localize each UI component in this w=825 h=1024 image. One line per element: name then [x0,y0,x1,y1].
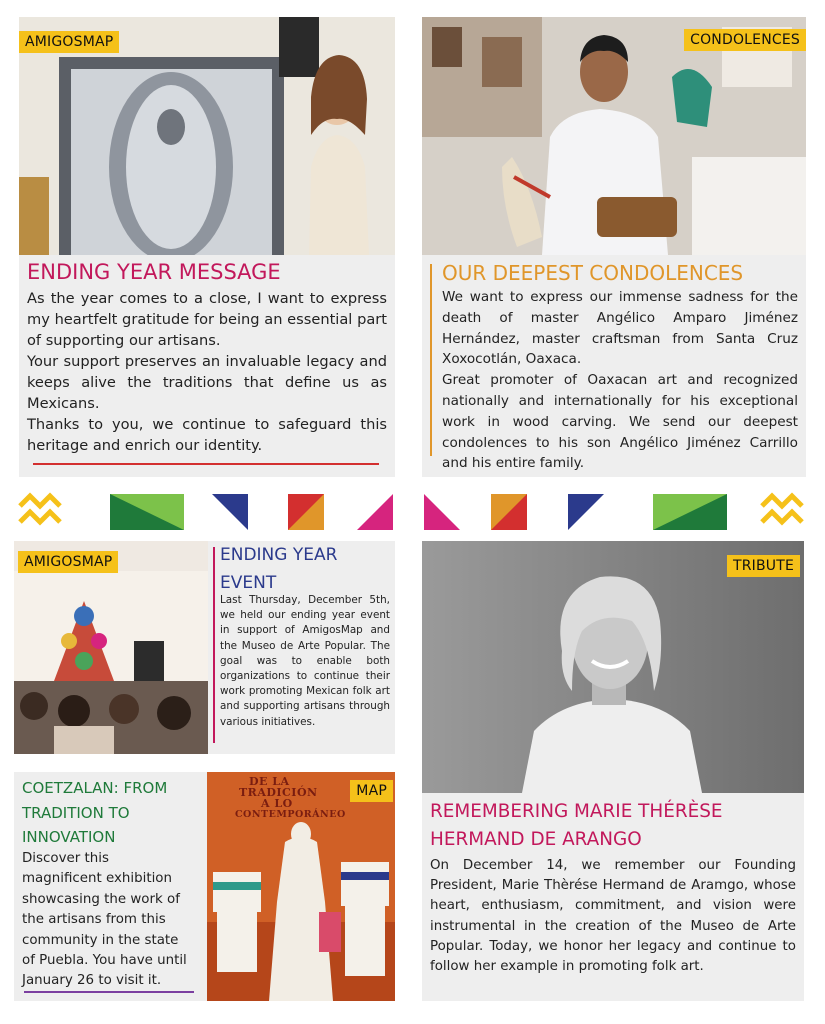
coetzalan-body-line-5: community in the state [22,932,179,948]
coetzalan-title [22,776,167,850]
ending-year-message-photo [19,17,395,255]
coetzalan-body-line-2: magnificent exhibition [22,871,172,887]
tribute-photo [422,541,804,793]
orange-accent-bar [430,264,432,456]
tribute-title-line-2: HERMAND DE ARANGO [430,829,642,850]
ending-year-event-body: Last Thursday, December 5th, we held our ending year event in support of AmigosMap and the Museo de Arte Popular. The goal was to enable both organizations to continue their work promoting Mexican folk art and supporting artisans through various initiatives. [220,594,390,728]
coetzalan-body [22,849,208,992]
condolences-paragraph-2: Great promoter of Oaxacan art and recognized nationally and internationally for his exceptional work in wood carving. We send our deepest condolences to his son Angélico Jiménez Carrillo and his entire family. [442,372,798,472]
condolences-paragraph-1: We want to express our immense sadness for the death of master Angélico Amparo Jiménez Hernández, master craftsman from Santa Cruz Xoxocotlán, Oaxaca. [442,289,798,368]
ending-year-message-body [27,288,387,456]
amigosmap-event-tag: AMIGOSMAP [18,551,118,573]
condolences-card [422,17,806,477]
exhibition-sign-line-4: CONTEMPORÁNEO [235,809,346,820]
condolences-photo [422,17,806,255]
red-underline-divider [33,463,379,465]
red-orange-block-left [288,494,324,530]
coetzalan-body-line-6: of Puebla. You have until [22,953,187,969]
ending-year-message-card [19,17,395,477]
exhibition-sign-line-3: A LO [261,797,293,810]
coetzalan-title-line-1: COETZALAN: FROM [22,779,168,797]
ending-year-message-paragraph-1: As the year comes to a close, I want to express my heartfelt gratitude for being an essential part of supporting our artisans. [27,290,387,349]
tribute-card [422,541,804,1001]
navy-triangle-left [212,494,248,530]
navy-triangle-right [568,494,604,530]
coetzalan-title-line-3: INNOVATION [22,828,116,846]
map-tag: MAP [350,780,393,802]
condolences-body [442,287,798,474]
tribute-body: On December 14, we remember our Founding President, Marie Thèrése Hermand de Aramgo, whose heart, enthusiasm, commitment, and vision were instrumental in the creation of the Museo de Arte Popular. Today, we honor her legacy and continue to follow her example in promoting folk art. [430,858,796,975]
decorative-shapes-row [0,488,825,536]
magenta-triangle-right [424,494,460,530]
zigzag-left-icon [20,496,60,522]
purple-underline-divider [24,991,194,993]
exhibition-sign-text [231,776,361,820]
ending-year-message-paragraph-3: Thanks to you, we continue to safeguard this heritage and enrich our identity. [27,416,387,454]
ending-year-event-photo [14,541,208,754]
tribute-title [430,798,723,854]
green-diagonal-block-right [653,494,727,530]
founder-portrait-illustration [422,541,804,793]
tribute-tag: TRIBUTE [727,555,800,577]
amigosmap-tag: AMIGOSMAP [19,31,119,53]
magenta-triangle-left [357,494,393,530]
exhibition-sign-line-1: DE LA [249,775,290,788]
green-diagonal-block-left [110,494,184,530]
ending-year-event-title-line-2: EVENT [220,573,277,593]
ending-year-event-card [14,541,395,754]
coetzalan-body-line-7: January 26 to visit it. [22,973,162,989]
coetzalan-body-line-3: showcasing the work of [22,891,180,907]
wood-carver-illustration [422,17,806,255]
coetzalan-body-line-1: Discover this [22,851,109,866]
ending-year-message-paragraph-2: Your support preserves an invaluable legacy and keeps alive the traditions that define us as Mexicans. [27,353,387,412]
condolences-title: OUR DEEPEST CONDOLENCES [442,261,744,285]
ending-year-message-title: ENDING YEAR MESSAGE [27,260,281,284]
zigzag-right-icon [762,496,802,522]
condolences-tag: CONDOLENCES [684,29,806,51]
coetzalan-title-line-2: TRADITION TO [22,803,130,822]
ending-year-event-title-line-1: ENDING YEAR [220,545,338,565]
magenta-accent-bar [213,547,215,743]
red-orange-block-right [491,494,527,530]
exhibition-sign-line-2: TRADICIÓN [239,786,318,799]
decorative-shapes [0,488,825,536]
coetzalan-exhibition-photo [207,772,395,1001]
tribute-title-line-1: REMEMBERING MARIE THÉRÈSE [430,801,723,822]
ending-year-event-title [220,541,337,597]
coetzalan-card [14,772,395,1001]
coetzalan-body-line-4: the artisans from this [22,912,166,928]
